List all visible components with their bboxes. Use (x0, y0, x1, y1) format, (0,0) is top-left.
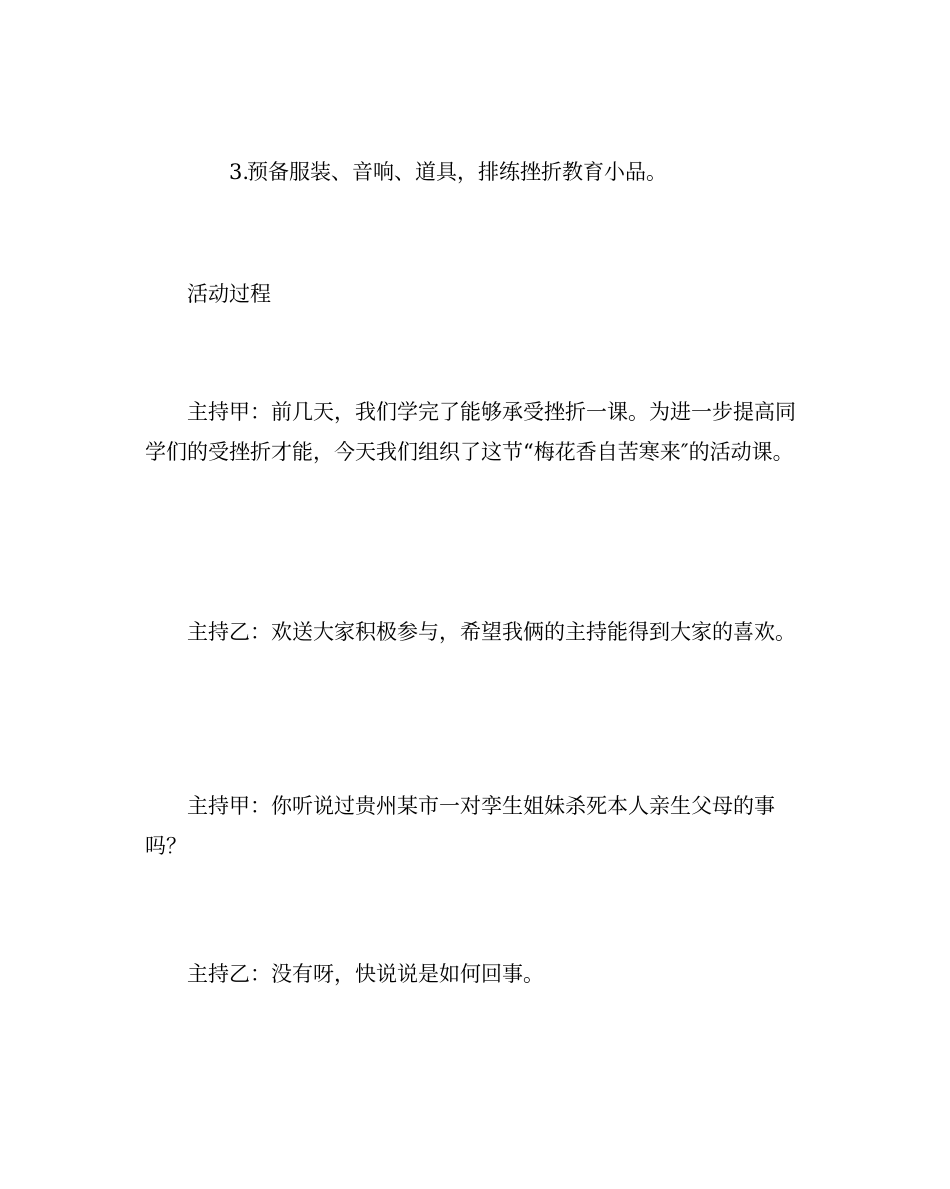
list-item-number: 3. (229, 160, 250, 184)
paragraph-host-a-intro: 主持甲：前几天，我们学完了能够承受挫折一课。为进一步提高同学们的受挫折才能，今天我们组织了这节“梅花香自苦寒来″的活动课。 (145, 400, 796, 464)
paragraph-host-a-question: 主持甲：你听说过贵州某市一对孪生姐妹杀死本人亲生父母的事吗？ (145, 794, 775, 858)
paragraph-host-b-welcome: 主持乙：欢送大家积极参与，希望我俩的主持能得到大家的喜欢。 (187, 620, 796, 644)
section-heading: 活动过程 (187, 282, 271, 306)
paragraph-host-b-reply: 主持乙：没有呀，快说说是如何回事。 (187, 962, 544, 986)
list-item-text: 预备服装、音响、道具，排练挫折教育小品。 (247, 160, 667, 184)
list-item-3 (145, 152, 815, 192)
